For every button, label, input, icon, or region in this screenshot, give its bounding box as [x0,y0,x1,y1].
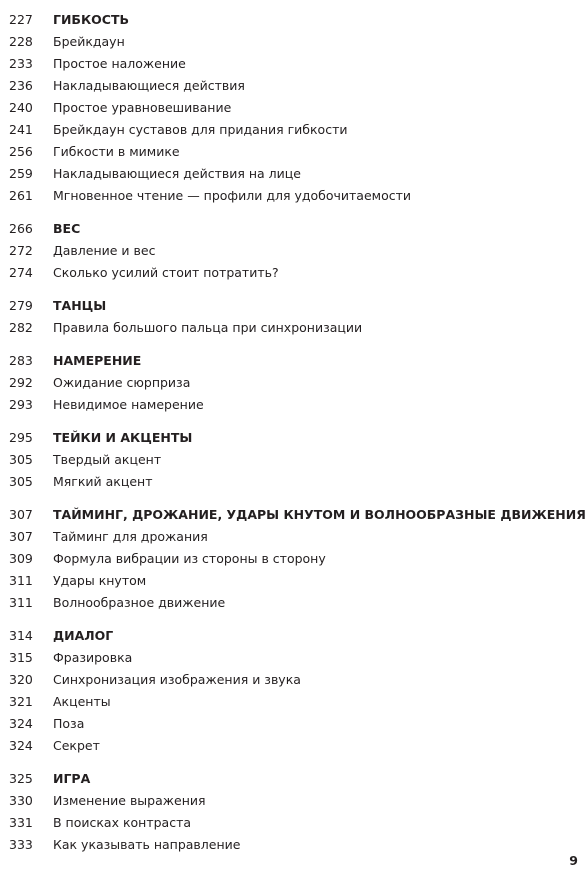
toc-page-number: 311 [9,595,33,610]
toc-page-number: 266 [9,221,33,236]
toc-entry[interactable] [0,75,588,97]
toc-page-number: 309 [9,551,33,566]
toc-entry-title: Гибкости в мимике [53,144,180,159]
toc-entry[interactable] [0,262,588,284]
toc-page-number: 261 [9,188,33,203]
toc-entry[interactable] [0,570,588,592]
toc-entry-title: Простое наложение [53,56,186,71]
toc-entry[interactable] [0,53,588,75]
toc-page-number: 330 [9,793,33,808]
toc-entry-title: Простое уравновешивание [53,100,232,115]
page-number: 9 [569,853,578,868]
toc-page-number: 228 [9,34,33,49]
toc-page-number: 274 [9,265,33,280]
toc-page-number: 307 [9,529,33,544]
toc-entry-title: Фразировка [53,650,133,665]
toc-section-heading[interactable] [0,218,588,240]
toc-entry[interactable] [0,394,588,416]
toc-entry-title: Акценты [53,694,111,709]
toc-page-number: 241 [9,122,33,137]
toc-heading-title: НАМЕРЕНИЕ [53,353,142,368]
toc-page-number: 293 [9,397,33,412]
toc-section-heading[interactable] [0,504,588,526]
toc-entry-title: Тайминг для дрожания [53,529,208,544]
toc-entry-title: Брейкдаун [53,34,125,49]
toc-page-number: 236 [9,78,33,93]
toc-entry[interactable] [0,317,588,339]
toc-entry[interactable] [0,592,588,614]
toc-page-number: 227 [9,12,33,27]
toc-entry-title: Как указывать направление [53,837,241,852]
toc-page-number: 321 [9,694,33,709]
toc-heading-title: ТЕЙКИ И АКЦЕНТЫ [53,430,193,445]
toc-entry[interactable] [0,31,588,53]
toc-page-number: 305 [9,474,33,489]
toc-entry[interactable] [0,834,588,856]
toc-page-number: 256 [9,144,33,159]
toc-heading-title: ИГРА [53,771,91,786]
toc-page-number: 311 [9,573,33,588]
toc-entry-title: Ожидание сюрприза [53,375,191,390]
toc-entry-title: Невидимое намерение [53,397,204,412]
toc-section-heading[interactable] [0,625,588,647]
toc-section [0,427,588,493]
toc-section [0,625,588,757]
toc-section-heading[interactable] [0,768,588,790]
toc-entry-title: Правила большого пальца при синхронизации [53,320,363,335]
toc-entry[interactable] [0,669,588,691]
toc-entry[interactable] [0,471,588,493]
toc-entry-title: Мгновенное чтение — профили для удобочитаемости [53,188,411,203]
toc-entry[interactable] [0,185,588,207]
toc-section-heading[interactable] [0,427,588,449]
toc-page-number: 272 [9,243,33,258]
toc-page-number: 283 [9,353,33,368]
toc-entry-title: Волнообразное движение [53,595,226,610]
toc-entry[interactable] [0,647,588,669]
toc-entry-title: Твердый акцент [53,452,162,467]
toc-entry-title: Изменение выражения [53,793,206,808]
toc-entry[interactable] [0,790,588,812]
toc-page-number: 315 [9,650,33,665]
toc-entry[interactable] [0,163,588,185]
toc-entry[interactable] [0,449,588,471]
toc-entry-title: Удары кнутом [53,573,147,588]
toc-entry[interactable] [0,240,588,262]
toc-entry[interactable] [0,713,588,735]
toc-entry-title: Синхронизация изображения и звука [53,672,301,687]
toc-entry-title: Секрет [53,738,100,753]
toc-entry-title: Мягкий акцент [53,474,153,489]
toc-entry-title: Давление и вес [53,243,156,258]
toc-heading-title: ГИБКОСТЬ [53,12,130,27]
toc-page-number: 333 [9,837,33,852]
toc-page-number: 314 [9,628,33,643]
toc-page-number: 325 [9,771,33,786]
toc-entry[interactable] [0,691,588,713]
toc-entry[interactable] [0,119,588,141]
toc-entry[interactable] [0,526,588,548]
toc-entry-title: Накладывающиеся действия [53,78,245,93]
toc-section [0,9,588,207]
toc-section-heading[interactable] [0,9,588,31]
toc-page-number: 305 [9,452,33,467]
toc-page-number: 259 [9,166,33,181]
toc-heading-title: ТАНЦЫ [53,298,107,313]
toc-page-number: 279 [9,298,33,313]
toc-entry-title: Формула вибрации из стороны в сторону [53,551,326,566]
toc-entry-title: Поза [53,716,85,731]
toc-heading-title: ДИАЛОГ [53,628,114,643]
toc-entry[interactable] [0,548,588,570]
toc-entry[interactable] [0,812,588,834]
toc-heading-title: ВЕС [53,221,81,236]
toc-entry[interactable] [0,141,588,163]
toc-section [0,768,588,856]
toc-entry[interactable] [0,372,588,394]
toc-entry-title: Брейкдаун суставов для придания гибкости [53,122,348,137]
toc-entry-title: Сколько усилий стоит потратить? [53,265,279,280]
toc-page-number: 331 [9,815,33,830]
toc-section [0,218,588,284]
table-of-contents [0,9,588,867]
toc-page-number: 307 [9,507,33,522]
toc-page-number: 282 [9,320,33,335]
toc-page-number: 324 [9,716,33,731]
toc-page-number: 320 [9,672,33,687]
toc-section-heading[interactable] [0,295,588,317]
toc-page-number: 240 [9,100,33,115]
toc-page-number: 324 [9,738,33,753]
toc-entry[interactable] [0,97,588,119]
toc-entry-title: Накладывающиеся действия на лице [53,166,301,181]
toc-heading-title: ТАЙМИНГ, ДРОЖАНИЕ, УДАРЫ КНУТОМ И ВОЛНООБРАЗНЫЕ ДВИЖЕНИЯ [53,507,586,522]
toc-entry[interactable] [0,735,588,757]
toc-section-heading[interactable] [0,350,588,372]
toc-page-number: 292 [9,375,33,390]
toc-section [0,295,588,339]
toc-entry-title: В поисках контраста [53,815,192,830]
toc-page-number: 295 [9,430,33,445]
toc-section [0,350,588,416]
toc-section [0,504,588,614]
toc-page-number: 233 [9,56,33,71]
